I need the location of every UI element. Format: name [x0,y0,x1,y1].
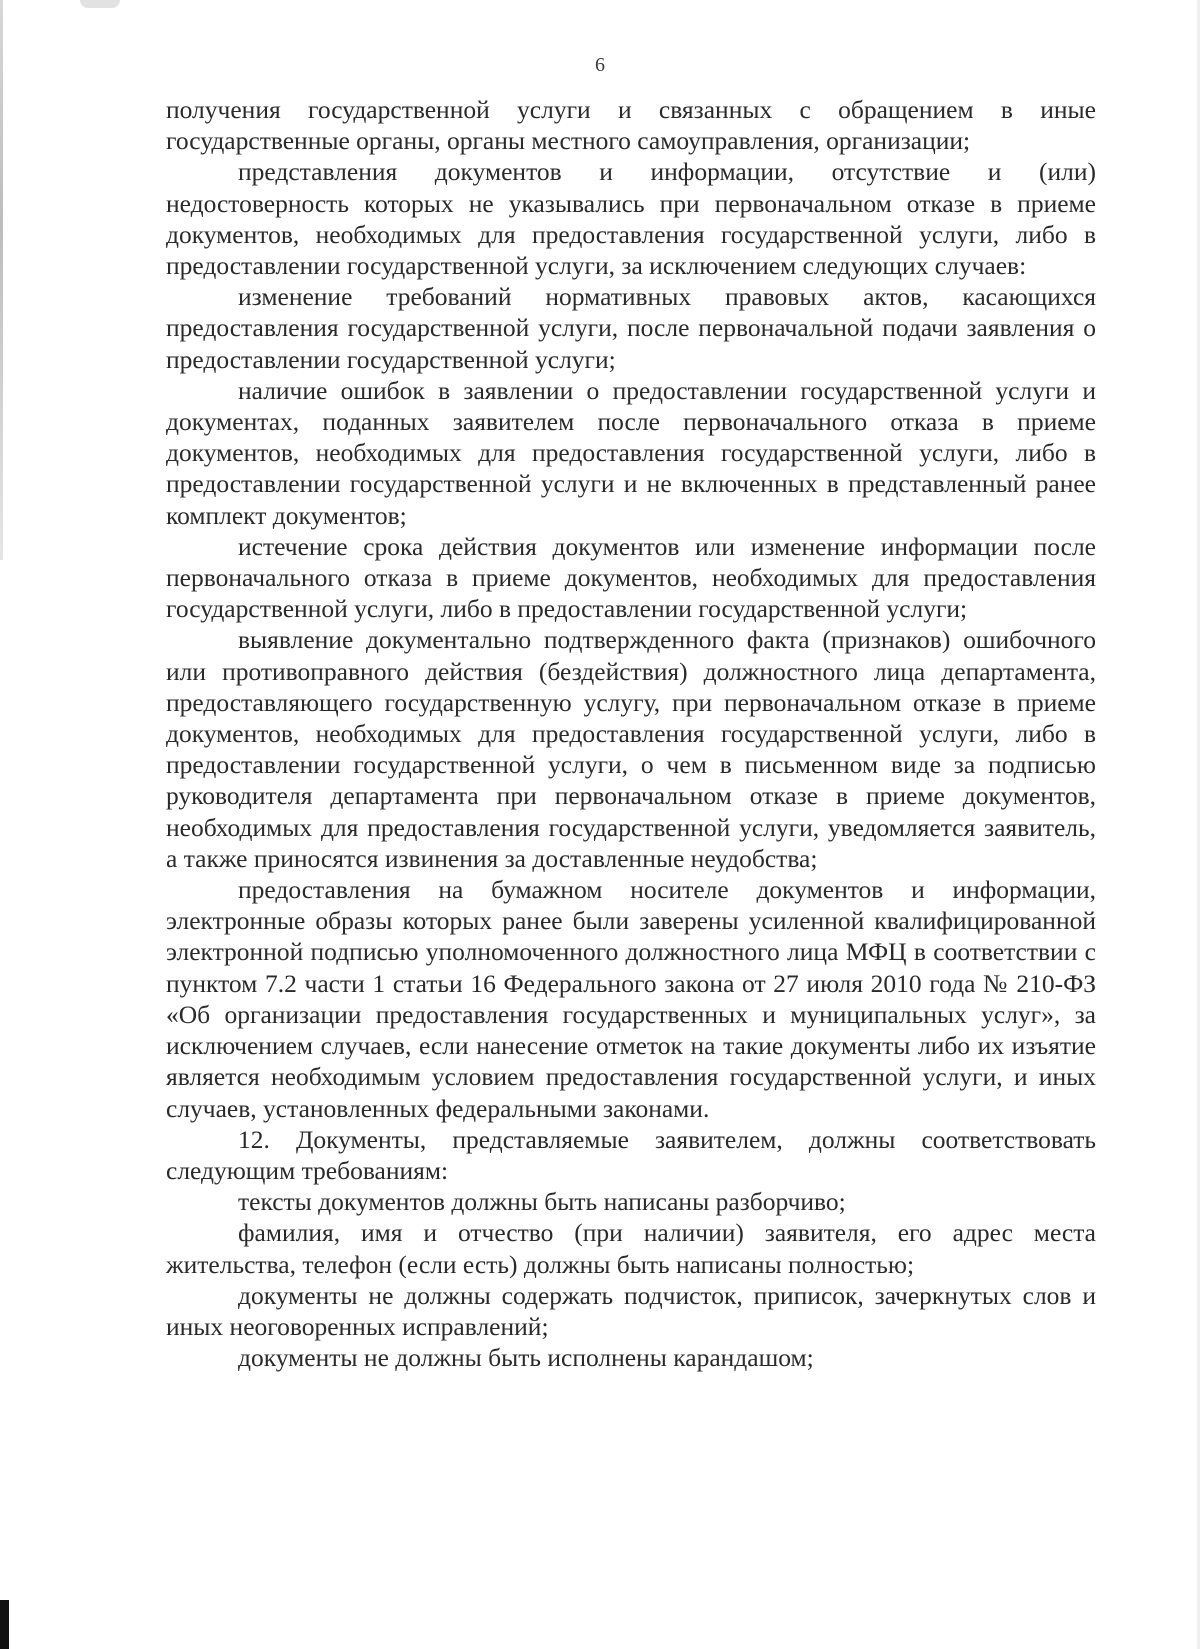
paragraph: документы не должны быть исполнены карандашом; [238,1343,814,1373]
page-number: 6 [595,54,605,76]
paragraph: представления документов и информации, отсутствие и (или) недостоверность которых не указывались при первоначальном отказе в приеме документов, необходимых для предоставления государственной услуги, либо в предоставлении государственной услуги, за исключением следующих случаев: [166,157,1096,281]
scan-artifact-bottom-left [0,1600,9,1649]
paragraph: 12. Документы, представляемые заявителем, должны соответствовать следующим требованиям: [166,1124,1096,1185]
paragraph: получения государственной услуги и связанных с обращением в иные государственные органы, органы местного самоуправления, организации; [166,95,1096,156]
paragraph: документы не должны содержать подчисток, приписок, зачеркнутых слов и иных неоговоренных исправлений; [166,1280,1096,1341]
paragraph: наличие ошибок в заявлении о предоставлении государственной услуги и документах, поданных заявителем после первоначального отказа в приеме документов, необходимых для предоставления государственной услуги, либо в предоставлении государственной услуги и не включенных в представленный ранее комплект документов; [166,375,1096,530]
scan-artifact-left-edge [0,0,3,560]
document-body [166,94,1096,1373]
paragraph: выявление документально подтвержденного факта (признаков) ошибочного или противоправного действия (бездействия) должностного лица департамента, предоставляющего государственную услугу, при первоначальном отказе в приеме документов, необходимых для предоставления государственной услуги, либо в предоставлении государственной услуги, о чем в письменном виде за подписью руководителя департамента при первоначальном отказе в приеме документов, необходимых для предоставления государственной услуги, уведомляется заявитель, а также приносятся извинения за доставленные неудобства; [166,625,1096,873]
paragraph: изменение требований нормативных правовых актов, касающихся предоставления государственной услуги, после первоначальной подачи заявления о предоставлении государственной услуги; [166,282,1096,374]
paragraph: тексты документов должны быть написаны разборчиво; [238,1187,846,1217]
paragraph: фамилия, имя и отчество (при наличии) заявителя, его адрес места жительства, телефон (если есть) должны быть написаны полностью; [166,1218,1096,1279]
paragraph: предоставления на бумажном носителе документов и информации, электронные образы которых ранее были заверены усиленной квалифицированной электронной подписью уполномоченного должностного лица МФЦ в соответствии с пунктом 7.2 части 1 статьи 16 Федерального закона от 27 июля 2010 года № 210-ФЗ «Об организации предоставления государственных и муниципальных услуг», за исключением случаев, если нанесение отметок на такие документы либо их изъятие является необходимым условием предоставления государственной услуги, и иных случаев, установленных федеральными законами. [166,875,1096,1123]
paragraph: истечение срока действия документов или изменение информации после первоначального отказа в приеме документов, необходимых для предоставления государственной услуги, либо в предоставлении государственной услуги; [166,531,1096,624]
scan-artifact-top [80,0,120,8]
